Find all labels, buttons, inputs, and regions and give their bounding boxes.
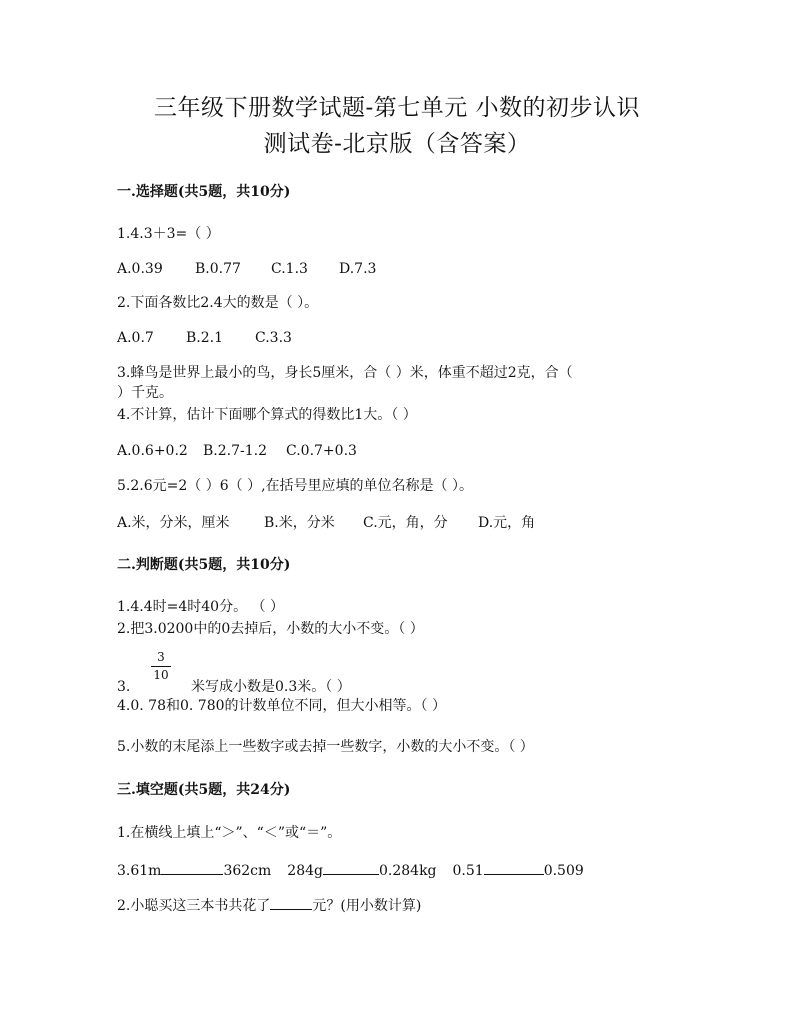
option-a: A.0.7: [117, 330, 154, 346]
question-2-1: 1.4.4时=4时40分。 （ ）: [117, 599, 284, 615]
option-c: C.元，角，分: [363, 515, 448, 531]
question-3-2-after: 元？(用小数计算): [312, 898, 422, 914]
option-c: C.3.3: [255, 330, 292, 346]
compare-right-1: 362cm: [223, 863, 272, 879]
page-title-line1: 三年级下册数学试题-第七单元 小数的初步认识: [153, 95, 641, 121]
option-b: B.2.1: [186, 330, 224, 346]
option-a: A.0.39: [117, 261, 163, 277]
question-3-1: 1.在横线上填上“＞”、“＜”或“＝”。: [117, 825, 342, 841]
section-heading-judge: 二.判断题(共5题，共10分): [117, 557, 291, 573]
question-1-5: 5.2.6元=2（ ）6（ ）,在括号里应填的单位名称是（ ）。: [117, 478, 473, 494]
options-1-4: [117, 441, 357, 461]
options-1-1: [117, 259, 376, 279]
option-d: D.元，角: [478, 515, 536, 531]
section-heading-fill: 三.填空题(共5题，共24分): [117, 782, 291, 798]
question-2-5: 5.小数的末尾添上一些数字或去掉一些数字，小数的大小不变。（ ）: [117, 739, 534, 755]
compare-left-2: 284g: [287, 863, 323, 879]
answer-blank-2[interactable]: [323, 860, 379, 875]
fraction-3-10: [151, 650, 171, 683]
option-b: B.米，分米: [264, 515, 335, 531]
question-2-3-text: 米写成小数是0.3米。（ ）: [191, 679, 351, 695]
question-1-3-line1: 3.蜂鸟是世界上最小的鸟，身长5厘米，合（ ）米，体重不超过2克，合（: [117, 365, 573, 381]
answer-blank-1[interactable]: [161, 860, 223, 875]
option-b: B.2.7-1.2: [203, 443, 267, 459]
option-c: C.1.3: [271, 261, 308, 277]
question-1-1: 1.4.3＋3=（ ）: [117, 226, 220, 242]
compare-left-3: 0.51: [452, 863, 484, 879]
page-title-line2: 测试卷-北京版（含答案）: [263, 131, 531, 157]
options-1-2: [117, 328, 292, 348]
section-heading-choice: 一.选择题(共5题，共10分): [117, 184, 291, 200]
option-c: C.0.7+0.3: [286, 443, 357, 459]
fraction-denominator: 10: [153, 668, 169, 682]
answer-blank-4[interactable]: [270, 895, 312, 910]
question-2-3-number: 3.: [117, 679, 131, 695]
compare-left-1: 3.61m: [117, 863, 162, 879]
answer-blank-3[interactable]: [484, 860, 544, 875]
question-1-4: 4.不计算，估计下面哪个算式的得数比1大。（ ）: [117, 407, 417, 423]
compare-right-2: 0.284kg: [378, 863, 437, 879]
question-2-4: 4.0. 78和0. 780的计数单位不同，但大小相等。（ ）: [117, 698, 446, 714]
question-2-2: 2.把3.0200中的0去掉后，小数的大小不变。（ ）: [117, 621, 424, 637]
option-d: D.7.3: [339, 261, 377, 277]
options-1-5: [117, 513, 535, 533]
compare-right-3: 0.509: [543, 863, 584, 879]
option-b: B.0.77: [195, 261, 241, 277]
option-a: A.0.6+0.2: [117, 443, 188, 459]
fraction-bar: [151, 666, 171, 667]
question-1-3-line2: ）千克。: [117, 385, 173, 401]
question-1-2: 2.下面各数比2.4大的数是（ ）。: [117, 295, 319, 311]
option-a: A.米，分米，厘米: [117, 515, 230, 531]
question-3-2-before: 2.小聪买这三本书共花了: [117, 898, 271, 914]
fraction-numerator: 3: [157, 650, 165, 664]
comparison-row: [117, 860, 584, 881]
question-3-2: [117, 895, 421, 916]
